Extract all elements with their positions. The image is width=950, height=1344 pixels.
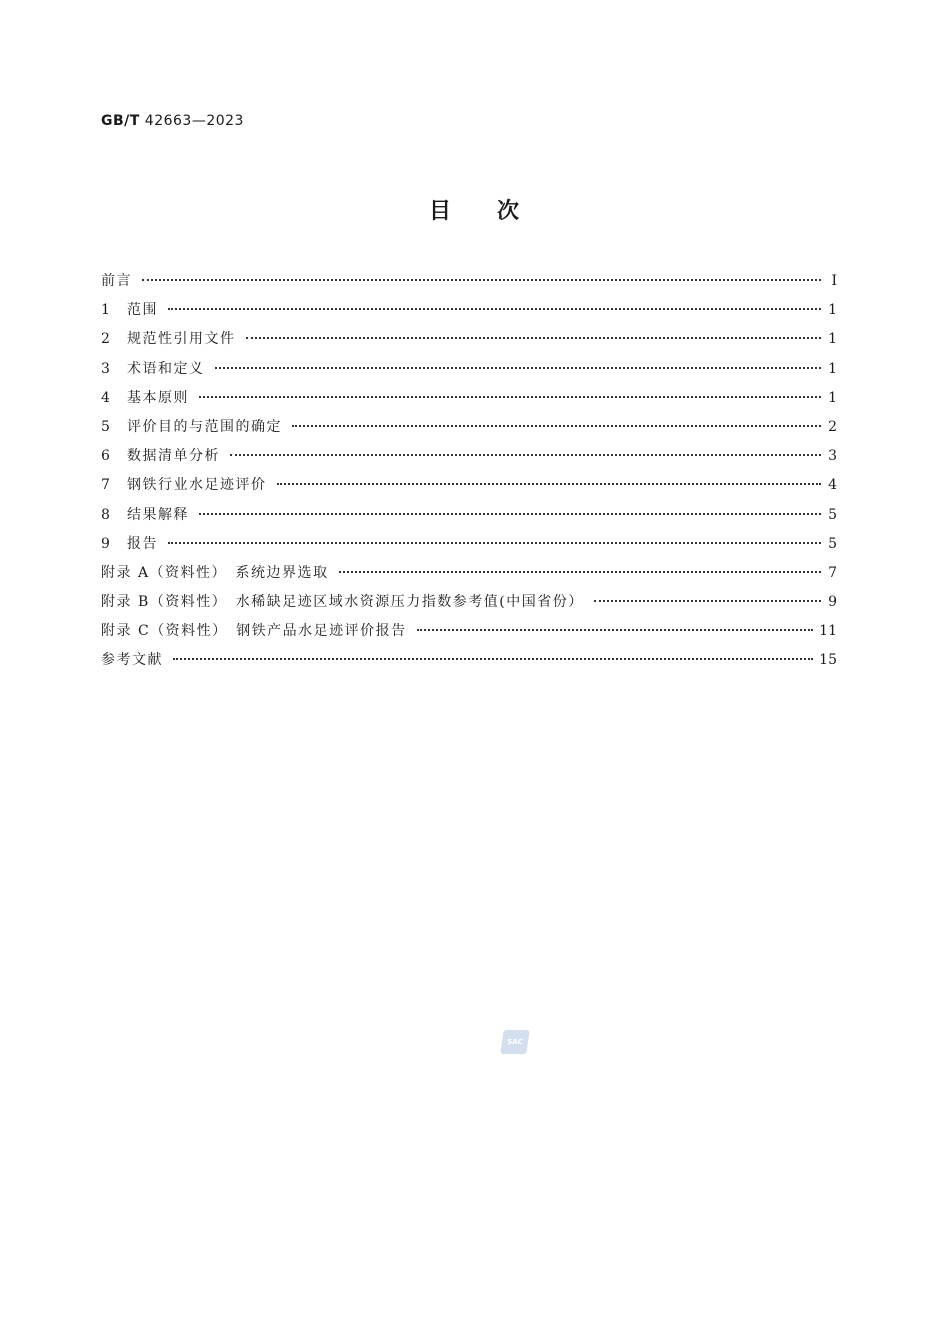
toc-dot-leader (168, 308, 821, 310)
toc-entry-number: 5 (101, 418, 110, 435)
toc-heading-char-1: 目 (428, 199, 453, 224)
toc-entry-1[interactable] (101, 299, 837, 328)
toc-dot-leader (339, 571, 821, 573)
toc-entry-label: 钢铁行业水足迹评价 (127, 477, 267, 494)
toc-dot-leader (199, 513, 821, 515)
toc-heading-char-2: 次 (497, 199, 522, 224)
toc-dot-leader (199, 396, 821, 398)
sac-watermark-text: SAC (506, 1038, 524, 1046)
toc-entry-6[interactable] (101, 445, 837, 474)
toc-entry-number: 6 (101, 448, 110, 465)
toc-entry-page: 2 (828, 418, 837, 435)
toc-entry-page: 5 (828, 506, 837, 523)
toc-dot-leader (417, 629, 814, 631)
toc-dot-leader (277, 483, 822, 485)
toc-entry-page: 1 (828, 389, 837, 406)
toc-entry-label: 结果解释 (127, 506, 189, 523)
toc-entry-5[interactable] (101, 416, 837, 445)
toc-entry-page: 5 (828, 535, 837, 552)
toc-entry-label: 数据清单分析 (127, 448, 220, 465)
toc-dot-leader (173, 658, 813, 660)
sac-watermark-logo (500, 1030, 529, 1054)
toc-entry-appendix-a[interactable] (101, 562, 837, 591)
toc-entry-3[interactable] (101, 358, 837, 387)
toc-entry-bibliography[interactable] (101, 649, 837, 678)
toc-entry-number: 8 (101, 506, 110, 523)
table-of-contents (101, 270, 837, 679)
toc-entry-8[interactable] (101, 504, 837, 533)
toc-dot-leader (594, 600, 821, 602)
toc-entry-label: 评价目的与范围的确定 (127, 418, 282, 435)
standard-prefix: GB/T (101, 113, 140, 129)
toc-entry-label: 规范性引用文件 (127, 331, 236, 348)
toc-entry-number: 1 (101, 302, 110, 319)
toc-entry-appendix-c[interactable] (101, 620, 837, 649)
toc-entry-label: 附录 C（资料性） 钢铁产品水足迹评价报告 (101, 623, 407, 640)
toc-entry-2[interactable] (101, 328, 837, 357)
toc-entry-page: 4 (828, 477, 837, 494)
toc-entry-label: 附录 A（资料性） 系统边界选取 (101, 564, 329, 581)
toc-dot-leader (168, 542, 821, 544)
toc-entry-label: 参考文献 (101, 652, 163, 669)
toc-dot-leader (230, 454, 821, 456)
toc-dot-leader (246, 337, 822, 339)
toc-entry-page: 7 (828, 564, 837, 581)
standard-code (101, 113, 244, 129)
toc-entry-appendix-b[interactable] (101, 591, 837, 620)
toc-entry-page: 9 (828, 594, 837, 611)
toc-entry-label: 附录 B（资料性） 水稀缺足迹区域水资源压力指数参考值(中国省份） (101, 594, 584, 611)
toc-entry-number: 4 (101, 389, 110, 406)
toc-entry-label: 基本原则 (127, 389, 189, 406)
toc-entry-4[interactable] (101, 387, 837, 416)
toc-dot-leader (215, 367, 822, 369)
toc-entry-page: 1 (828, 331, 837, 348)
toc-entry-number: 2 (101, 331, 110, 348)
toc-dot-leader (142, 279, 821, 281)
toc-entry-page: 15 (819, 652, 837, 669)
toc-entry-page: 1 (828, 302, 837, 319)
toc-dot-leader (292, 425, 821, 427)
toc-heading (0, 194, 950, 225)
toc-entry-7[interactable] (101, 474, 837, 503)
standard-number: 42663—2023 (144, 113, 244, 129)
toc-entry-label: 前言 (101, 273, 132, 289)
toc-entry-label: 范围 (127, 302, 158, 319)
toc-entry-page: Ⅰ (831, 273, 837, 289)
toc-entry-number: 9 (101, 535, 110, 552)
toc-entry-page: 3 (828, 448, 837, 465)
toc-entry-foreword[interactable] (101, 270, 837, 299)
toc-entry-page: 11 (819, 623, 837, 640)
toc-entry-number: 7 (101, 477, 110, 494)
toc-entry-9[interactable] (101, 533, 837, 562)
toc-entry-page: 1 (828, 360, 837, 377)
toc-entry-number: 3 (101, 360, 110, 377)
toc-entry-label: 报告 (127, 535, 158, 552)
toc-entry-label: 术语和定义 (127, 360, 205, 377)
